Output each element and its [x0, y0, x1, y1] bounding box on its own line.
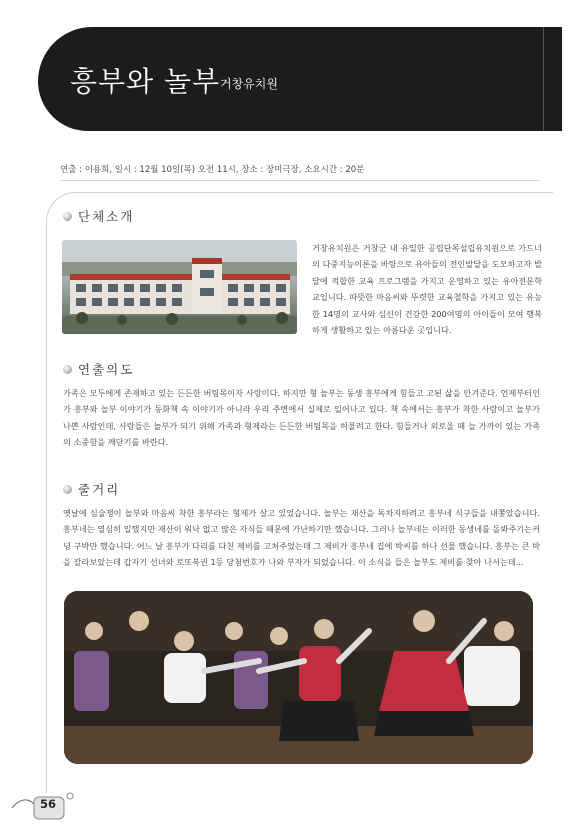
credits-line: 연출 : 이용희, 일시 : 12월 10일(목) 오전 11시, 장소 : 장미극장, 소요시간 : 20분	[60, 165, 365, 175]
section-heading-label: 단체소개	[78, 209, 135, 224]
school-building-photo	[62, 240, 297, 334]
section-heading-synopsis	[63, 480, 120, 498]
page-title: 흥부와 놀부	[70, 65, 221, 98]
section-heading-label: 줄거리	[78, 482, 121, 497]
section-heading-label: 연출의도	[78, 362, 135, 377]
performance-photo	[64, 591, 533, 764]
section-heading-intro	[63, 207, 134, 225]
page-subtitle: 거창유치원	[220, 77, 278, 91]
direction-text: 가족은 모두에게 존재하고 있는 든든한 버팀목이자 사랑이다. 하지만 형 놀부는 동생 흥부에게 힘들고 고된 삶을 안겨준다. 언제부터인가 흥부와 놀부 이야기가 동화책 속 이야기가 아니라 우리 주변에서 실제로 일어나고 있다. 책 속에서는 흥부가 착한 사람이고 놀부가 나쁜 사람인데, 사람들은 놀부가 되기 위해 가족과 형제라는 든든한 버팀목을 허물려고 한다. 힘들거나 외로울 때 늘 가까이 있는 가족의 소중함을 깨닫기를 바란다.	[63, 388, 540, 448]
divider	[60, 180, 540, 181]
synopsis-text: 옛날에 심술쟁이 놀부와 마음씨 착한 흥부라는 형제가 살고 있었습니다. 놀부는 재산을 독차지하려고 흥부네 식구들을 내쫓았습니다. 흥부네는 열심히 일했지만 재산이 워낙 없고 많은 자식들 때문에 가난하기만 했습니다. 그러나 놀부네는 이러한 동생네를 돌봐주기는커녕 구박만 했습니다. 어느 날 흥부가 다리를 다친 제비를 고쳐주었는데 그 제비가 흥부네 집에 박씨를 하나 선물 했습니다. 흥부는 큰 박을 잘라보았는데 갑자기 선녀와 로또복권 1등 당첨번호가 나와 부자가 되었습니다. 이 소식을 들은 놀부도 제비를 찾아 나서는데...	[63, 508, 540, 568]
bullet-icon	[63, 365, 72, 374]
dancing-children-illustration	[64, 591, 533, 764]
bullet-icon	[63, 485, 72, 494]
bullet-icon	[63, 212, 72, 221]
school-building-illustration	[62, 240, 297, 334]
section-heading-direction	[63, 360, 134, 378]
page-number: 56	[40, 797, 57, 811]
intro-text: 거창유치원은 거창군 내 유일한 공립단독설립유치원으로 가드너의 다중지능이론을 바탕으로 유아들의 전인발달을 도모하고자 발달에 적합한 교육 프로그램을 가지고 운영하고 있는 유아전문학교입니다. 따뜻한 마음씨와 뚜렷한 교육철학을 가지고 있는 유능한 14명의 교사와 심신이 건강한 200여명의 아이들이 모여 행복하게 생활하고 있는 아름다운 곳입니다.	[312, 243, 542, 336]
